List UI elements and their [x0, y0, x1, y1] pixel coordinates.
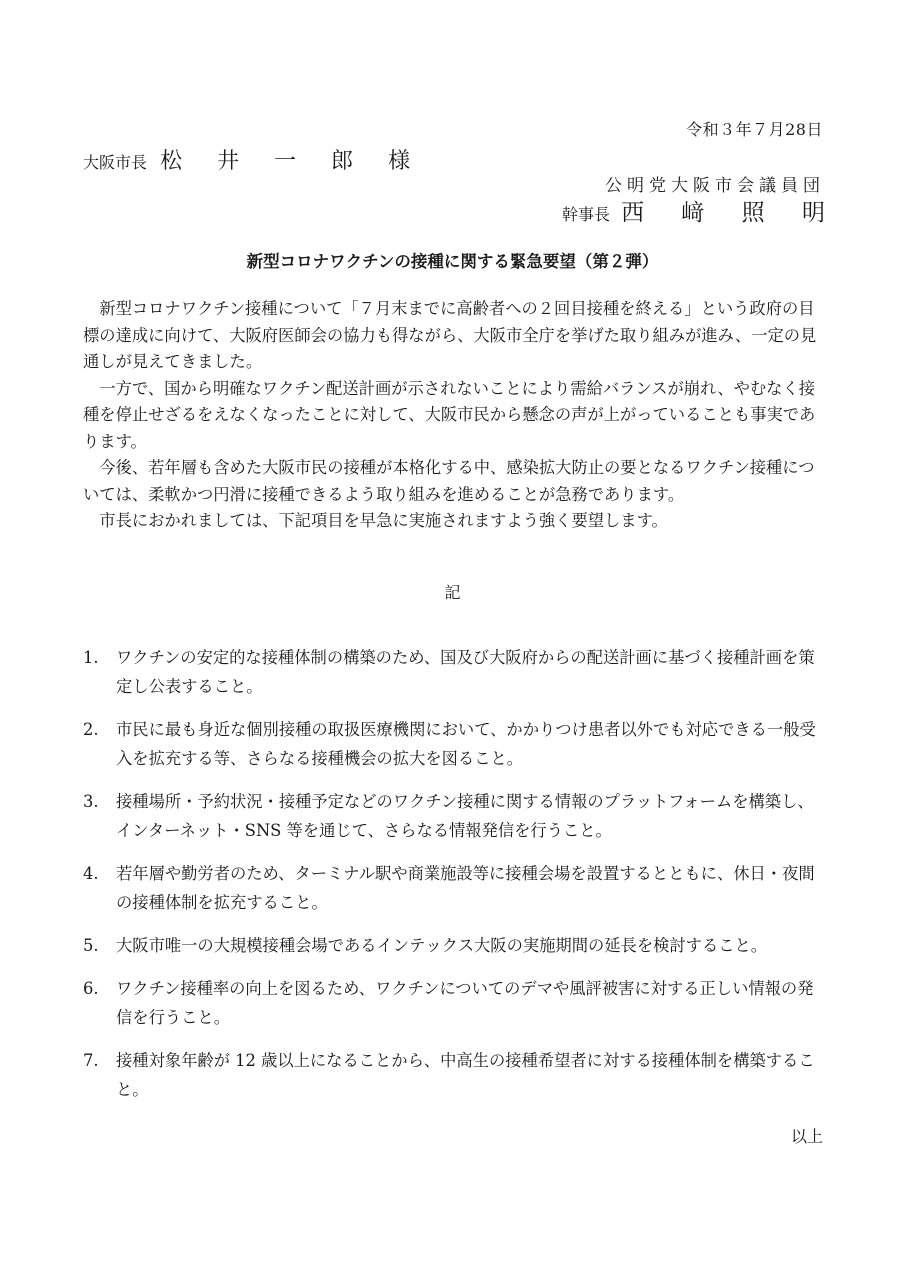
item-number: 3. [83, 792, 99, 811]
list-item [83, 974, 828, 1032]
item-number: 4. [83, 864, 99, 883]
item-text: 大阪市唯一の大規模接種会場であるインテックス大阪の実施期間の延長を検討すること。 [116, 936, 768, 955]
body-paragraph: 市長におかれましては、下記項目を早急に実施されますよう強く要望します。 [99, 511, 668, 530]
document-title: 新型コロナワクチンの接種に関する緊急要望（第２弾） [246, 252, 659, 271]
body-paragraph: 今後、若年層も含めた大阪市民の接種が本格化する中、感染拡大防止の要となるワクチン接種については、柔軟かつ円滑に接種できるよう取り組みを進めることが急務であります。 [83, 458, 815, 504]
addressee [83, 144, 424, 175]
body-text [83, 296, 828, 535]
document-date: 令和３年７月28日 [686, 120, 823, 139]
addressee-name: 松 井 一 郎 様 [160, 149, 425, 174]
item-text: 市民に最も身近な個別接種の取扱医療機関において、かかりつけ患者以外でも対応できる一般受入を拡充する等、さらなる接種機会の拡大を図ること。 [116, 720, 816, 768]
item-number: 7. [83, 1051, 99, 1070]
sender-name: 西 﨑 照 明 [621, 200, 840, 226]
sender [561, 194, 840, 227]
addressee-title: 大阪市長 [83, 153, 148, 172]
ki-heading: 記 [444, 583, 461, 602]
item-text: 接種対象年齢が 12 歳以上になることから、中高生の接種希望者に対する接種体制を構築すること。 [116, 1051, 815, 1099]
list-item [83, 643, 828, 701]
list-item [83, 931, 828, 960]
list-item [83, 859, 828, 917]
sender-title: 幹事長 [561, 205, 610, 224]
item-text: 接種場所・予約状況・接種予定などのワクチン接種に関する情報のプラットフォームを構築し、インターネット・SNS 等を通じて、さらなる情報発信を行うこと。 [116, 792, 814, 840]
sender-organization: 公明党大阪市会議員団 [605, 176, 825, 196]
item-text: ワクチンの安定的な接種体制の構築のため、国及び大阪府からの配送計画に基づく接種計画を策定し公表すること。 [116, 648, 815, 696]
request-list [83, 643, 828, 1118]
list-item [83, 1046, 828, 1104]
item-number: 2. [83, 720, 99, 739]
closing-mark: 以上 [790, 1127, 823, 1146]
item-text: 若年層や勤労者のため、ターミナル駅や商業施設等に接種会場を設置するとともに、休日・夜間の接種体制を拡充すること。 [116, 864, 815, 912]
item-number: 5. [83, 936, 99, 955]
list-item [83, 787, 828, 845]
item-text: ワクチン接種率の向上を図るため、ワクチンについてのデマや風評被害に対する正しい情報の発信を行うこと。 [116, 979, 814, 1027]
item-number: 6. [83, 979, 99, 998]
body-paragraph: 新型コロナワクチン接種について「７月末までに高齢者への２回目接種を終える」という政府の目標の達成に向けて、大阪府医師会の協力も得ながら、大阪市全庁を挙げた取り組みが進み、一定の見通しが見えてきました。 [83, 299, 817, 371]
body-paragraph: 一方で、国から明確なワクチン配送計画が示されないことにより需給バランスが崩れ、やむなく接種を停止せざるをえなくなったことに対して、大阪市民から懸念の声が上がっていることも事実であります。 [83, 378, 816, 451]
list-item [83, 715, 828, 773]
item-number: 1. [83, 648, 99, 667]
